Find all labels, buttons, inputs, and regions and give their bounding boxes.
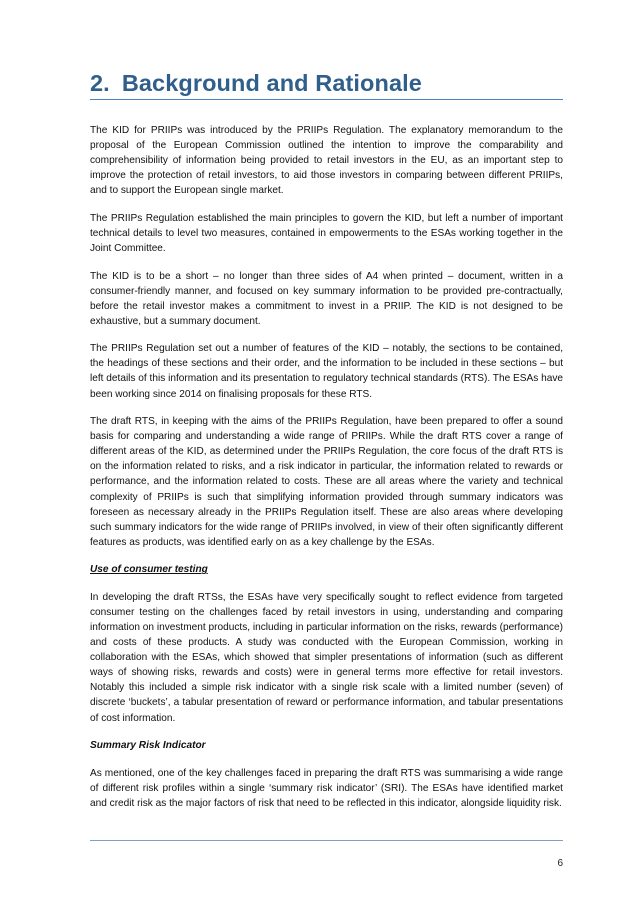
section-number: 2. xyxy=(90,70,110,96)
page-number: 6 xyxy=(557,858,563,869)
paragraph-consumer-testing: In developing the draft RTSs, the ESAs have very specifically sought to reflect evidence from targeted consumer testing on the challenges faced by retail investors in using, understanding and comparing information on investment products, including in particular information on the risks, rewards (performance) and costs of these products. A study was conducted with the European Commission, working in collaboration with the ESAs, which showed that simpler presentations of information (such as different ways of showing risks, rewards and costs) were in general terms more effective for retail investors. Notably this included a simple risk indicator with a single risk scale with a limited number (seven) of discrete ‘buckets’, a tabular presentation of reward or performance information, and tabular presentations of cost information. xyxy=(90,591,563,724)
paragraph-draft-rts: The draft RTS, in keeping with the aims of the PRIIPs Regulation, have been prepared to offer a sound basis for comparing and understanding a wide range of PRIIPs. While the draft RTS cover a range of different areas of the KID, as determined under the PRIIPs Regulation, the core focus of the draft RTS is on the information related to risks, and a risk indicator in particular, the information related to rewards or performance, and the information related to costs. These are all areas where the variety and technical complexity of PRIIPs is such that simplifying information provided through summary indicators was foreseen as necessary already in the PRIIPs Regulation itself. These are also areas where developing such summary indicators for the wide range of PRIIPs involved, in view of their often significantly different features as products, was identified early on as a key challenge by the ESAs. xyxy=(90,416,563,548)
section-heading xyxy=(90,70,563,100)
footer-divider xyxy=(90,840,563,841)
subsection-heading-consumer-testing: Use of consumer testing xyxy=(90,564,208,576)
paragraph-risk-indicator: As mentioned, one of the key challenges faced in preparing the draft RTS was summarising a wide range of different risk profiles within a single ‘summary risk indicator’ (SRI). The ESAs have identified market and credit risk as the major factors of risk that need to be reflected in this indicator, alongside liquidity risk. xyxy=(90,767,563,809)
paragraph-kid-intro: The KID for PRIIPs was introduced by the PRIIPs Regulation. The explanatory memorandum to the proposal of the European Commission outlined the intention to improve the comparability and comprehensibility of information being provided to retail investors in the EU, as an important step to improve the protection of retail investors, to aid those investors in comparing between different PRIIPs, and to support the European single market. xyxy=(90,125,563,197)
paragraph-kid-length: The KID is to be a short – no longer than three sides of A4 when printed – document, written in a consumer-friendly manner, and focused on key summary information to be provided pre-contractually, before the retail investor makes a commitment to invest in a PRIIP. The KID is not designed to be exhaustive, but a summary document. xyxy=(90,270,563,327)
section-title: Background and Rationale xyxy=(121,70,422,96)
subsection-heading-risk-indicator: Summary Risk Indicator xyxy=(90,740,206,752)
body-text xyxy=(90,123,563,811)
paragraph-regulation-principles: The PRIIPs Regulation established the main principles to govern the KID, but left a number of important technical details to level two measures, contained in empowerments to the ESAs working together in the Joint Committee. xyxy=(90,212,563,255)
document-page xyxy=(90,58,563,823)
paragraph-kid-features: The PRIIPs Regulation set out a number of features of the KID – notably, the sections to be contained, the headings of these sections and their order, and the information to be included in these sections – but left details of this information and its presentation to regulatory technical standards (RTS). The ESAs have been working since 2014 on finalising proposals for these RTS. xyxy=(90,343,563,400)
